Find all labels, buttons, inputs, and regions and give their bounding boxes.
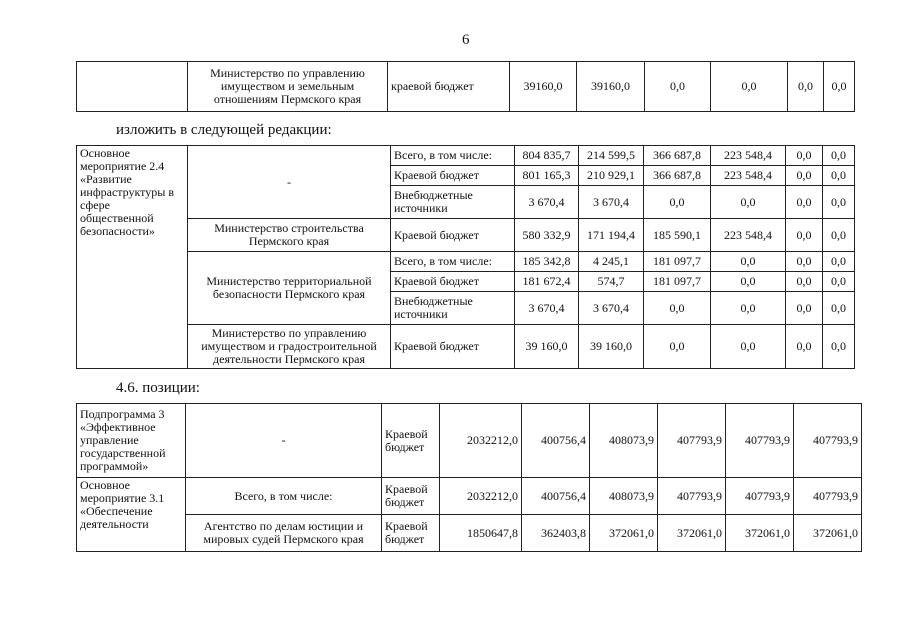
value-cell: 407793,9 — [658, 478, 726, 515]
value-cell: 0,0 — [786, 252, 823, 272]
value-cell: 0,0 — [823, 219, 855, 252]
executor-cell: Агентство по делам юстиции и мировых судей Пермского края — [186, 515, 382, 552]
value-cell: 171 194,4 — [579, 219, 644, 252]
table-row — [77, 62, 855, 112]
value-cell: 185 590,1 — [644, 219, 711, 252]
measure-title-cell: Основное мероприятие 2.4 «Развитие инфраструктуры в сфере общественной безопасности» — [77, 146, 188, 369]
value-cell: 0,0 — [644, 325, 711, 369]
source-cell: Краевой бюджет — [382, 404, 440, 478]
value-cell: 1850647,8 — [440, 515, 522, 552]
value-cell: 372061,0 — [794, 515, 862, 552]
value-cell: 0,0 — [644, 292, 711, 325]
value-cell: 362403,8 — [522, 515, 590, 552]
value-cell: 574,7 — [579, 272, 644, 292]
value-cell: 0,0 — [824, 62, 855, 112]
executor-cell: Министерство по управлению имуществом и земельным отношениям Пермского края — [188, 62, 388, 112]
source-cell: краевой бюджет — [388, 62, 510, 112]
source-cell: Внебюджетные источники — [391, 186, 515, 219]
value-cell: 804 835,7 — [515, 146, 579, 166]
value-cell: 0,0 — [786, 146, 823, 166]
value-cell: 0,0 — [786, 325, 823, 369]
value-cell: 408073,9 — [590, 404, 658, 478]
source-cell: Всего, в том числе: — [391, 146, 515, 166]
value-cell: 0,0 — [823, 272, 855, 292]
value-cell: 0,0 — [711, 325, 786, 369]
value-cell: 400756,4 — [522, 478, 590, 515]
value-cell: 223 548,4 — [711, 219, 786, 252]
value-cell: 0,0 — [788, 62, 824, 112]
table-row — [77, 325, 855, 369]
value-cell: 801 165,3 — [515, 166, 579, 186]
table-row — [77, 219, 855, 252]
value-cell: 407793,9 — [658, 404, 726, 478]
table-row — [77, 515, 862, 552]
value-cell: 0,0 — [823, 166, 855, 186]
value-cell: 408073,9 — [590, 478, 658, 515]
source-cell: Краевой бюджет — [391, 166, 515, 186]
value-cell: 366 687,8 — [644, 166, 711, 186]
source-cell: Краевой бюджет — [382, 478, 440, 515]
value-cell: 0,0 — [786, 292, 823, 325]
value-cell: 0,0 — [711, 252, 786, 272]
table-positions — [76, 403, 862, 552]
value-cell: 223 548,4 — [711, 166, 786, 186]
value-cell: 0,0 — [823, 146, 855, 166]
value-cell: 3 670,4 — [515, 186, 579, 219]
value-cell: 2032212,0 — [440, 478, 522, 515]
dash-cell: - — [186, 404, 382, 478]
value-cell: 4 245,1 — [579, 252, 644, 272]
value-cell: 0,0 — [823, 186, 855, 219]
value-cell: 0,0 — [786, 219, 823, 252]
executor-cell: Министерство территориальной безопасности Пермского края — [188, 252, 391, 325]
value-cell: 407793,9 — [726, 404, 794, 478]
value-cell: 0,0 — [711, 186, 786, 219]
value-cell: 0,0 — [786, 272, 823, 292]
value-cell: 372061,0 — [726, 515, 794, 552]
value-cell: 214 599,5 — [579, 146, 644, 166]
executor-cell: Министерство строительства Пермского края — [188, 219, 391, 252]
source-cell: Всего, в том числе: — [391, 252, 515, 272]
value-cell: 39 160,0 — [515, 325, 579, 369]
table-row — [77, 252, 855, 272]
value-cell: 0,0 — [711, 272, 786, 292]
caption-new-edition: изложить в следующей редакции: — [116, 122, 332, 138]
table-row — [77, 404, 862, 478]
source-cell: Краевой бюджет — [391, 325, 515, 369]
value-cell: 0,0 — [711, 62, 788, 112]
source-cell: Краевой бюджет — [382, 515, 440, 552]
source-cell: Краевой бюджет — [391, 272, 515, 292]
executor-cell: Всего, в том числе: — [186, 478, 382, 515]
value-cell: 0,0 — [823, 252, 855, 272]
measure-title-cell: Основное мероприятие 3.1 «Обеспечение деятельности — [77, 478, 186, 552]
executor-cell: Министерство по управлению имуществом и градостроительной деятельности Пермского края — [188, 325, 391, 369]
value-cell: 407793,9 — [794, 404, 862, 478]
source-cell: Внебюджетные источники — [391, 292, 515, 325]
value-cell: 223 548,4 — [711, 146, 786, 166]
page-number: 6 — [462, 32, 470, 48]
value-cell: 372061,0 — [590, 515, 658, 552]
value-cell: 580 332,9 — [515, 219, 579, 252]
subprogram-title-cell: Подпрограмма 3 «Эффективное управление государственной программой» — [77, 404, 186, 478]
caption-positions: 4.6. позиции: — [116, 380, 200, 396]
value-cell: 181 672,4 — [515, 272, 579, 292]
value-cell: 181 097,7 — [644, 252, 711, 272]
value-cell: 0,0 — [645, 62, 711, 112]
value-cell: 210 929,1 — [579, 166, 644, 186]
value-cell: 372061,0 — [658, 515, 726, 552]
value-cell: 3 670,4 — [515, 292, 579, 325]
value-cell: 0,0 — [786, 166, 823, 186]
table-row — [77, 146, 855, 166]
value-cell: 366 687,8 — [644, 146, 711, 166]
empty-cell — [77, 62, 188, 112]
table-new-edition — [76, 145, 855, 369]
value-cell: 3 670,4 — [579, 292, 644, 325]
table-old-row — [76, 61, 855, 112]
value-cell: 0,0 — [711, 292, 786, 325]
value-cell: 2032212,0 — [440, 404, 522, 478]
value-cell: 400756,4 — [522, 404, 590, 478]
source-cell: Краевой бюджет — [391, 219, 515, 252]
value-cell: 181 097,7 — [644, 272, 711, 292]
value-cell: 39160,0 — [577, 62, 645, 112]
value-cell: 39 160,0 — [579, 325, 644, 369]
value-cell: 0,0 — [644, 186, 711, 219]
value-cell: 0,0 — [823, 292, 855, 325]
value-cell: 407793,9 — [726, 478, 794, 515]
value-cell: 407793,9 — [794, 478, 862, 515]
value-cell: 39160,0 — [510, 62, 577, 112]
value-cell: 3 670,4 — [579, 186, 644, 219]
dash-cell: - — [188, 146, 391, 219]
value-cell: 0,0 — [823, 325, 855, 369]
value-cell: 0,0 — [786, 186, 823, 219]
value-cell: 185 342,8 — [515, 252, 579, 272]
table-row — [77, 478, 862, 515]
